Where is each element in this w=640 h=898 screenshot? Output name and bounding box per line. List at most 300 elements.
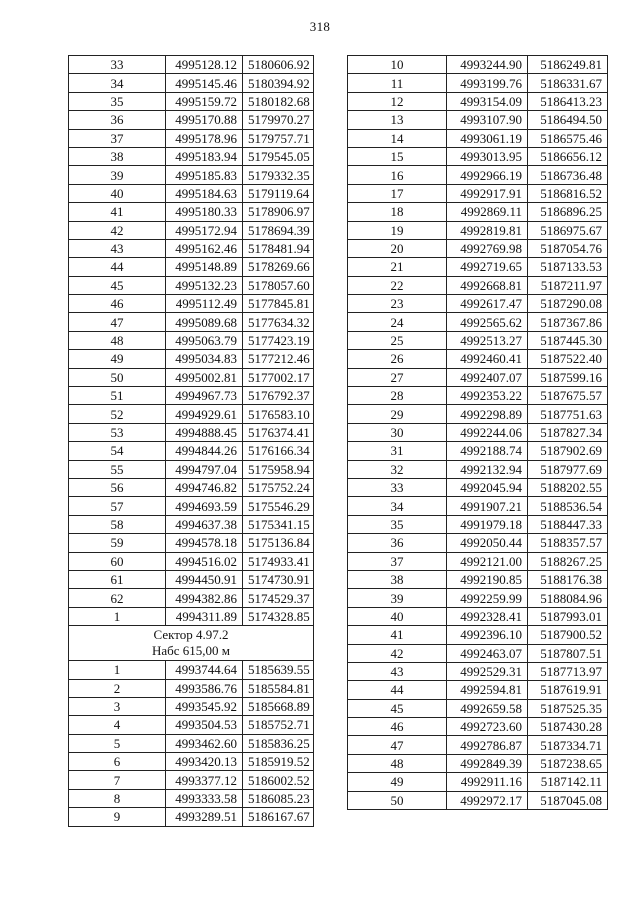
table-row xyxy=(69,74,314,92)
point-number-cell: 43 xyxy=(69,239,166,257)
left-table-section-a xyxy=(69,56,314,626)
point-number-cell: 47 xyxy=(348,736,447,754)
y-coordinate-cell: 5175341.15 xyxy=(243,515,314,533)
y-coordinate-cell: 5187619.91 xyxy=(528,681,608,699)
y-coordinate-cell: 5187334.71 xyxy=(528,736,608,754)
table-row xyxy=(69,405,314,423)
table-row xyxy=(348,368,608,386)
y-coordinate-cell: 5187751.63 xyxy=(528,405,608,423)
y-coordinate-cell: 5186167.67 xyxy=(243,808,314,826)
point-number-cell: 17 xyxy=(348,184,447,202)
x-coordinate-cell: 4992659.58 xyxy=(447,699,528,717)
x-coordinate-cell: 4994450.91 xyxy=(166,570,243,588)
y-coordinate-cell: 5187054.76 xyxy=(528,239,608,257)
y-coordinate-cell: 5176792.37 xyxy=(243,387,314,405)
x-coordinate-cell: 4993377.12 xyxy=(166,771,243,789)
table-row xyxy=(348,718,608,736)
x-coordinate-cell: 4993061.19 xyxy=(447,129,528,147)
y-coordinate-cell: 5188267.25 xyxy=(528,552,608,570)
y-coordinate-cell: 5178906.97 xyxy=(243,203,314,221)
y-coordinate-cell: 5187367.86 xyxy=(528,313,608,331)
x-coordinate-cell: 4992513.27 xyxy=(447,331,528,349)
table-row xyxy=(69,497,314,515)
table-row xyxy=(348,754,608,772)
table-row xyxy=(348,92,608,110)
x-coordinate-cell: 4993462.60 xyxy=(166,734,243,752)
table-row xyxy=(348,460,608,478)
y-coordinate-cell: 5186575.46 xyxy=(528,129,608,147)
x-coordinate-cell: 4995178.96 xyxy=(166,129,243,147)
y-coordinate-cell: 5186413.23 xyxy=(528,92,608,110)
y-coordinate-cell: 5186249.81 xyxy=(528,56,608,74)
point-number-cell: 41 xyxy=(348,626,447,644)
y-coordinate-cell: 5179332.35 xyxy=(243,166,314,184)
y-coordinate-cell: 5187827.34 xyxy=(528,423,608,441)
sector-elevation: Набс 615,00 м xyxy=(151,643,231,659)
y-coordinate-cell: 5187713.97 xyxy=(528,662,608,680)
x-coordinate-cell: 4992917.91 xyxy=(447,184,528,202)
table-row xyxy=(69,515,314,533)
table-row xyxy=(69,478,314,496)
table-row xyxy=(348,681,608,699)
point-number-cell: 37 xyxy=(69,129,166,147)
x-coordinate-cell: 4994637.38 xyxy=(166,515,243,533)
x-coordinate-cell: 4994797.04 xyxy=(166,460,243,478)
point-number-cell: 18 xyxy=(348,203,447,221)
y-coordinate-cell: 5176583.10 xyxy=(243,405,314,423)
x-coordinate-cell: 4992529.31 xyxy=(447,662,528,680)
point-number-cell: 53 xyxy=(69,423,166,441)
point-number-cell: 39 xyxy=(69,166,166,184)
x-coordinate-cell: 4994693.59 xyxy=(166,497,243,515)
x-coordinate-cell: 4994888.45 xyxy=(166,423,243,441)
x-coordinate-cell: 4992132.94 xyxy=(447,460,528,478)
table-row xyxy=(348,534,608,552)
table-row xyxy=(69,313,314,331)
point-number-cell: 42 xyxy=(69,221,166,239)
table-row xyxy=(348,111,608,129)
x-coordinate-cell: 4995145.46 xyxy=(166,74,243,92)
y-coordinate-cell: 5187133.53 xyxy=(528,258,608,276)
x-coordinate-cell: 4993420.13 xyxy=(166,753,243,771)
sector-header xyxy=(69,626,314,661)
y-coordinate-cell: 5186331.67 xyxy=(528,74,608,92)
point-number-cell: 2 xyxy=(69,679,166,697)
x-coordinate-cell: 4992911.16 xyxy=(447,773,528,791)
point-number-cell: 30 xyxy=(348,423,447,441)
table-row xyxy=(69,92,314,110)
table-row xyxy=(69,221,314,239)
y-coordinate-cell: 5187142.11 xyxy=(528,773,608,791)
x-coordinate-cell: 4993244.90 xyxy=(447,56,528,74)
x-coordinate-cell: 4994746.82 xyxy=(166,478,243,496)
x-coordinate-cell: 4992045.94 xyxy=(447,478,528,496)
x-coordinate-cell: 4992121.00 xyxy=(447,552,528,570)
point-number-cell: 35 xyxy=(348,515,447,533)
point-number-cell: 1 xyxy=(69,661,166,679)
point-number-cell: 31 xyxy=(348,442,447,460)
y-coordinate-cell: 5178057.60 xyxy=(243,276,314,294)
y-coordinate-cell: 5178269.66 xyxy=(243,258,314,276)
page-number: 318 xyxy=(309,19,331,34)
x-coordinate-cell: 4993545.92 xyxy=(166,697,243,715)
y-coordinate-cell: 5187977.69 xyxy=(528,460,608,478)
point-number-cell: 34 xyxy=(69,74,166,92)
x-coordinate-cell: 4992594.81 xyxy=(447,681,528,699)
point-number-cell: 43 xyxy=(348,662,447,680)
point-number-cell: 38 xyxy=(348,570,447,588)
y-coordinate-cell: 5174730.91 xyxy=(243,570,314,588)
y-coordinate-cell: 5174933.41 xyxy=(243,552,314,570)
x-coordinate-cell: 4992460.41 xyxy=(447,350,528,368)
table-row xyxy=(348,442,608,460)
table-row xyxy=(69,258,314,276)
x-coordinate-cell: 4995170.88 xyxy=(166,111,243,129)
x-coordinate-cell: 4992869.11 xyxy=(447,203,528,221)
x-coordinate-cell: 4995159.72 xyxy=(166,92,243,110)
x-coordinate-cell: 4994844.26 xyxy=(166,442,243,460)
y-coordinate-cell: 5187807.51 xyxy=(528,644,608,662)
point-number-cell: 50 xyxy=(69,368,166,386)
point-number-cell: 11 xyxy=(348,74,447,92)
point-number-cell: 39 xyxy=(348,589,447,607)
x-coordinate-cell: 4992723.60 xyxy=(447,718,528,736)
x-coordinate-cell: 4993744.64 xyxy=(166,661,243,679)
point-number-cell: 7 xyxy=(69,771,166,789)
table-row xyxy=(348,129,608,147)
right-table-body xyxy=(348,56,608,810)
y-coordinate-cell: 5187900.52 xyxy=(528,626,608,644)
x-coordinate-cell: 4993154.09 xyxy=(447,92,528,110)
table-row xyxy=(348,662,608,680)
y-coordinate-cell: 5180394.92 xyxy=(243,74,314,92)
x-coordinate-cell: 4992719.65 xyxy=(447,258,528,276)
table-row xyxy=(348,258,608,276)
point-number-cell: 23 xyxy=(348,295,447,313)
x-coordinate-cell: 4995132.23 xyxy=(166,276,243,294)
y-coordinate-cell: 5186656.12 xyxy=(528,147,608,165)
point-number-cell: 47 xyxy=(69,313,166,331)
y-coordinate-cell: 5187525.35 xyxy=(528,699,608,717)
table-row xyxy=(348,313,608,331)
table-row xyxy=(348,607,608,625)
x-coordinate-cell: 4995128.12 xyxy=(166,56,243,74)
y-coordinate-cell: 5188202.55 xyxy=(528,478,608,496)
table-row xyxy=(348,423,608,441)
x-coordinate-cell: 4992298.89 xyxy=(447,405,528,423)
point-number-cell: 10 xyxy=(348,56,447,74)
table-row xyxy=(348,478,608,496)
point-number-cell: 15 xyxy=(348,147,447,165)
x-coordinate-cell: 4995112.49 xyxy=(166,295,243,313)
x-coordinate-cell: 4991907.21 xyxy=(447,497,528,515)
table-row xyxy=(69,295,314,313)
x-coordinate-cell: 4992769.98 xyxy=(447,239,528,257)
sector-title: Сектор 4.97.2 xyxy=(153,626,229,642)
y-coordinate-cell: 5188447.33 xyxy=(528,515,608,533)
table-row xyxy=(69,166,314,184)
y-coordinate-cell: 5186002.52 xyxy=(243,771,314,789)
x-coordinate-cell: 4995002.81 xyxy=(166,368,243,386)
table-row xyxy=(348,203,608,221)
x-coordinate-cell: 4993289.51 xyxy=(166,808,243,826)
table-row xyxy=(69,368,314,386)
y-coordinate-cell: 5185752.71 xyxy=(243,716,314,734)
point-number-cell: 33 xyxy=(69,56,166,74)
table-row xyxy=(69,184,314,202)
x-coordinate-cell: 4994311.89 xyxy=(166,607,243,625)
y-coordinate-cell: 5186494.50 xyxy=(528,111,608,129)
x-coordinate-cell: 4993199.76 xyxy=(447,74,528,92)
table-row xyxy=(69,661,314,679)
table-row xyxy=(348,699,608,717)
table-row xyxy=(348,405,608,423)
y-coordinate-cell: 5175752.24 xyxy=(243,478,314,496)
point-number-cell: 59 xyxy=(69,534,166,552)
left-table-section-b xyxy=(69,661,314,827)
table-row xyxy=(69,387,314,405)
coordinates-table-right xyxy=(347,55,608,810)
table-row xyxy=(348,552,608,570)
table-row xyxy=(348,166,608,184)
point-number-cell: 48 xyxy=(348,754,447,772)
x-coordinate-cell: 4992188.74 xyxy=(447,442,528,460)
x-coordinate-cell: 4995162.46 xyxy=(166,239,243,257)
y-coordinate-cell: 5188536.54 xyxy=(528,497,608,515)
x-coordinate-cell: 4992849.39 xyxy=(447,754,528,772)
point-number-cell: 48 xyxy=(69,331,166,349)
point-number-cell: 42 xyxy=(348,644,447,662)
point-number-cell: 36 xyxy=(69,111,166,129)
table-row xyxy=(69,771,314,789)
point-number-cell: 13 xyxy=(348,111,447,129)
y-coordinate-cell: 5175958.94 xyxy=(243,460,314,478)
y-coordinate-cell: 5175546.29 xyxy=(243,497,314,515)
point-number-cell: 56 xyxy=(69,478,166,496)
point-number-cell: 50 xyxy=(348,791,447,809)
sector-header-section xyxy=(69,626,314,661)
point-number-cell: 22 xyxy=(348,276,447,294)
table-row xyxy=(348,239,608,257)
x-coordinate-cell: 4992328.41 xyxy=(447,607,528,625)
x-coordinate-cell: 4995183.94 xyxy=(166,147,243,165)
x-coordinate-cell: 4992259.99 xyxy=(447,589,528,607)
point-number-cell: 41 xyxy=(69,203,166,221)
table-row xyxy=(69,147,314,165)
x-coordinate-cell: 4995063.79 xyxy=(166,331,243,349)
point-number-cell: 57 xyxy=(69,497,166,515)
table-row xyxy=(69,239,314,257)
y-coordinate-cell: 5187445.30 xyxy=(528,331,608,349)
point-number-cell: 40 xyxy=(69,184,166,202)
point-number-cell: 14 xyxy=(348,129,447,147)
table-row xyxy=(69,552,314,570)
table-row xyxy=(348,221,608,239)
y-coordinate-cell: 5177634.32 xyxy=(243,313,314,331)
coordinates-table-left xyxy=(68,55,314,827)
y-coordinate-cell: 5187045.08 xyxy=(528,791,608,809)
point-number-cell: 32 xyxy=(348,460,447,478)
table-row xyxy=(348,644,608,662)
point-number-cell: 49 xyxy=(69,350,166,368)
y-coordinate-cell: 5186896.25 xyxy=(528,203,608,221)
y-coordinate-cell: 5185584.81 xyxy=(243,679,314,697)
table-row xyxy=(348,570,608,588)
point-number-cell: 46 xyxy=(348,718,447,736)
y-coordinate-cell: 5188176.38 xyxy=(528,570,608,588)
point-number-cell: 5 xyxy=(69,734,166,752)
point-number-cell: 51 xyxy=(69,387,166,405)
table-row xyxy=(348,184,608,202)
point-number-cell: 40 xyxy=(348,607,447,625)
table-row xyxy=(348,295,608,313)
x-coordinate-cell: 4995089.68 xyxy=(166,313,243,331)
point-number-cell: 52 xyxy=(69,405,166,423)
point-number-cell: 27 xyxy=(348,368,447,386)
x-coordinate-cell: 4992617.47 xyxy=(447,295,528,313)
point-number-cell: 26 xyxy=(348,350,447,368)
y-coordinate-cell: 5187599.16 xyxy=(528,368,608,386)
point-number-cell: 20 xyxy=(348,239,447,257)
table-row xyxy=(348,350,608,368)
point-number-cell: 3 xyxy=(69,697,166,715)
y-coordinate-cell: 5177423.19 xyxy=(243,331,314,349)
point-number-cell: 45 xyxy=(69,276,166,294)
table-row xyxy=(69,753,314,771)
sector-header-row xyxy=(69,626,314,661)
table-row xyxy=(69,607,314,625)
point-number-cell: 36 xyxy=(348,534,447,552)
x-coordinate-cell: 4992463.07 xyxy=(447,644,528,662)
y-coordinate-cell: 5187211.97 xyxy=(528,276,608,294)
y-coordinate-cell: 5187675.57 xyxy=(528,387,608,405)
point-number-cell: 6 xyxy=(69,753,166,771)
point-number-cell: 35 xyxy=(69,92,166,110)
y-coordinate-cell: 5187430.28 xyxy=(528,718,608,736)
x-coordinate-cell: 4992396.10 xyxy=(447,626,528,644)
y-coordinate-cell: 5185639.55 xyxy=(243,661,314,679)
x-coordinate-cell: 4995034.83 xyxy=(166,350,243,368)
table-row xyxy=(69,697,314,715)
table-row xyxy=(69,56,314,74)
x-coordinate-cell: 4993504.53 xyxy=(166,716,243,734)
table-row xyxy=(348,736,608,754)
point-number-cell: 45 xyxy=(348,699,447,717)
x-coordinate-cell: 4994967.73 xyxy=(166,387,243,405)
point-number-cell: 49 xyxy=(348,773,447,791)
table-row xyxy=(69,534,314,552)
y-coordinate-cell: 5178481.94 xyxy=(243,239,314,257)
x-coordinate-cell: 4992050.44 xyxy=(447,534,528,552)
point-number-cell: 62 xyxy=(69,589,166,607)
x-coordinate-cell: 4993333.58 xyxy=(166,789,243,807)
y-coordinate-cell: 5185919.52 xyxy=(243,753,314,771)
table-row xyxy=(348,276,608,294)
point-number-cell: 4 xyxy=(69,716,166,734)
point-number-cell: 21 xyxy=(348,258,447,276)
y-coordinate-cell: 5180182.68 xyxy=(243,92,314,110)
point-number-cell: 12 xyxy=(348,92,447,110)
point-number-cell: 24 xyxy=(348,313,447,331)
y-coordinate-cell: 5174529.37 xyxy=(243,589,314,607)
x-coordinate-cell: 4992972.17 xyxy=(447,791,528,809)
table-row xyxy=(348,589,608,607)
x-coordinate-cell: 4995184.63 xyxy=(166,184,243,202)
x-coordinate-cell: 4992668.81 xyxy=(447,276,528,294)
table-row xyxy=(348,497,608,515)
y-coordinate-cell: 5177212.46 xyxy=(243,350,314,368)
point-number-cell: 34 xyxy=(348,497,447,515)
x-coordinate-cell: 4992407.07 xyxy=(447,368,528,386)
y-coordinate-cell: 5187902.69 xyxy=(528,442,608,460)
point-number-cell: 55 xyxy=(69,460,166,478)
y-coordinate-cell: 5174328.85 xyxy=(243,607,314,625)
table-row xyxy=(348,791,608,809)
x-coordinate-cell: 4994929.61 xyxy=(166,405,243,423)
x-coordinate-cell: 4992190.85 xyxy=(447,570,528,588)
point-number-cell: 9 xyxy=(69,808,166,826)
point-number-cell: 44 xyxy=(69,258,166,276)
y-coordinate-cell: 5179970.27 xyxy=(243,111,314,129)
table-row xyxy=(348,515,608,533)
y-coordinate-cell: 5177002.17 xyxy=(243,368,314,386)
point-number-cell: 60 xyxy=(69,552,166,570)
point-number-cell: 33 xyxy=(348,478,447,496)
table-row xyxy=(69,679,314,697)
point-number-cell: 54 xyxy=(69,442,166,460)
table-row xyxy=(69,111,314,129)
y-coordinate-cell: 5178694.39 xyxy=(243,221,314,239)
y-coordinate-cell: 5185836.25 xyxy=(243,734,314,752)
y-coordinate-cell: 5179119.64 xyxy=(243,184,314,202)
table-row xyxy=(69,203,314,221)
table-row xyxy=(69,350,314,368)
x-coordinate-cell: 4992244.06 xyxy=(447,423,528,441)
table-row xyxy=(348,74,608,92)
point-number-cell: 61 xyxy=(69,570,166,588)
table-row xyxy=(69,442,314,460)
table-row xyxy=(69,589,314,607)
y-coordinate-cell: 5185668.89 xyxy=(243,697,314,715)
y-coordinate-cell: 5187290.08 xyxy=(528,295,608,313)
y-coordinate-cell: 5188357.57 xyxy=(528,534,608,552)
table-row xyxy=(348,56,608,74)
table-row xyxy=(69,129,314,147)
x-coordinate-cell: 4995148.89 xyxy=(166,258,243,276)
x-coordinate-cell: 4993013.95 xyxy=(447,147,528,165)
x-coordinate-cell: 4994382.86 xyxy=(166,589,243,607)
table-row xyxy=(348,773,608,791)
y-coordinate-cell: 5180606.92 xyxy=(243,56,314,74)
table-row xyxy=(69,734,314,752)
point-number-cell: 25 xyxy=(348,331,447,349)
y-coordinate-cell: 5176166.34 xyxy=(243,442,314,460)
y-coordinate-cell: 5187238.65 xyxy=(528,754,608,772)
y-coordinate-cell: 5176374.41 xyxy=(243,423,314,441)
x-coordinate-cell: 4992966.19 xyxy=(447,166,528,184)
x-coordinate-cell: 4992353.22 xyxy=(447,387,528,405)
point-number-cell: 29 xyxy=(348,405,447,423)
y-coordinate-cell: 5187522.40 xyxy=(528,350,608,368)
point-number-cell: 16 xyxy=(348,166,447,184)
y-coordinate-cell: 5179545.05 xyxy=(243,147,314,165)
x-coordinate-cell: 4992819.81 xyxy=(447,221,528,239)
x-coordinate-cell: 4991979.18 xyxy=(447,515,528,533)
x-coordinate-cell: 4995180.33 xyxy=(166,203,243,221)
table-row xyxy=(348,626,608,644)
point-number-cell: 19 xyxy=(348,221,447,239)
x-coordinate-cell: 4992565.62 xyxy=(447,313,528,331)
